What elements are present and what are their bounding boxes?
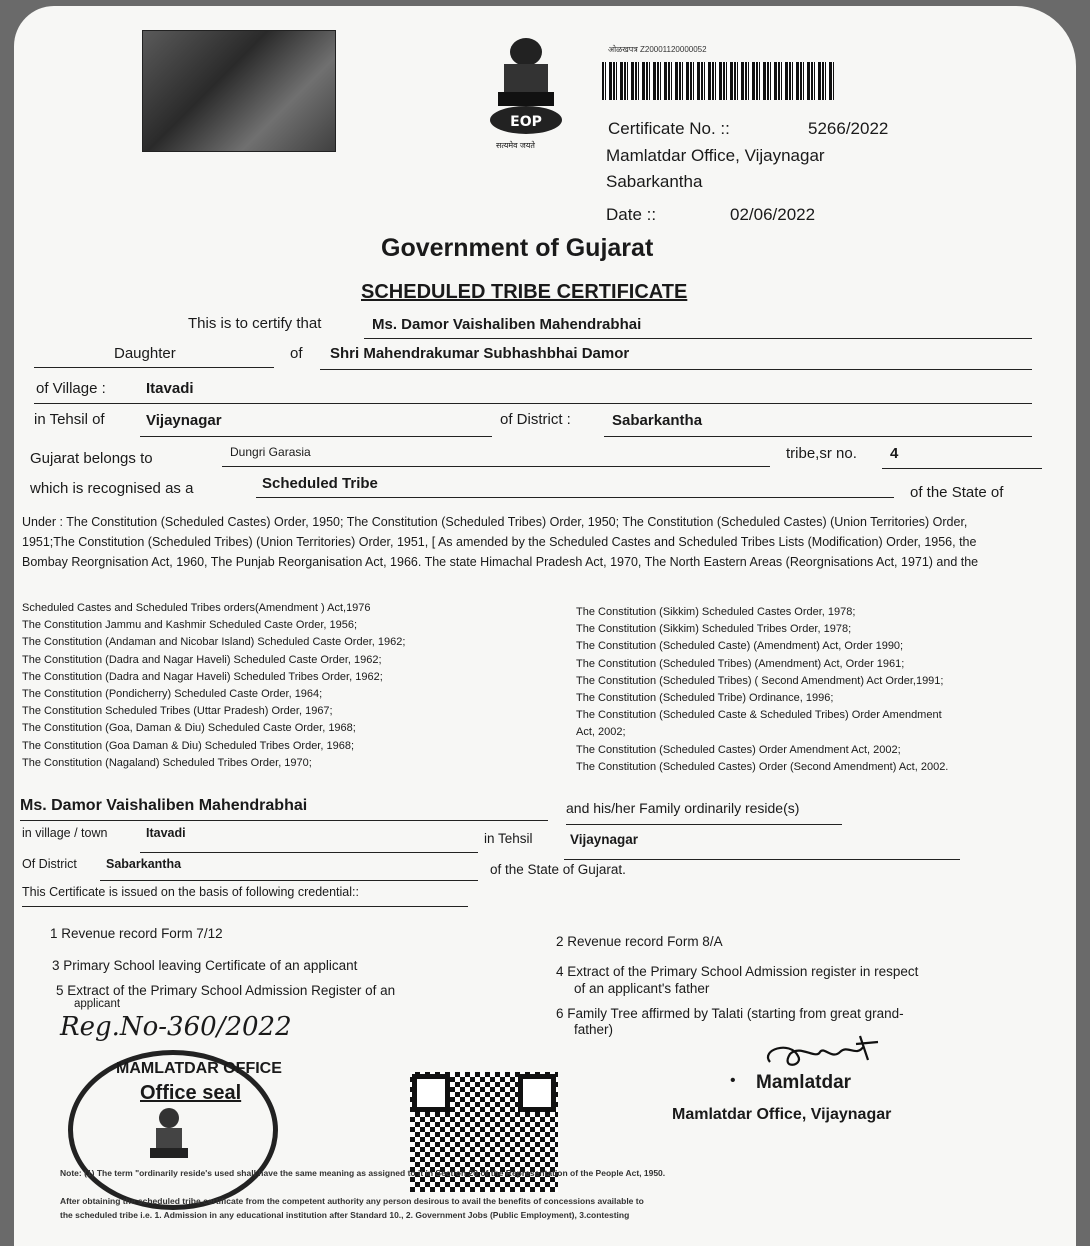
underline (364, 338, 1032, 339)
order-item: The Constitution (Scheduled Castes) Order Amendment Act, 2002; (576, 743, 901, 756)
underline (222, 466, 770, 467)
footer-line1: Note: (1) The term "ordinarily reside's used shall have the same meaning as assigned to it in Section 20 of the Representation of the People Act, 1950. (60, 1168, 666, 1178)
underline (34, 367, 274, 368)
village-label: of Village : (36, 380, 106, 397)
father-name: Shri Mahendrakumar Subhashbhai Damor (330, 345, 630, 362)
office-line1: Mamlatdar Office, Vijaynagar (606, 146, 825, 165)
res-district-value: Sabarkantha (106, 857, 182, 871)
footer-line3: the scheduled tribe i.e. 1. Admission in any educational institution after Standard 10., 2. Government Jobs (Public Employment), 3.contesting (60, 1210, 630, 1220)
credential-1: 1 Revenue record Form 7/12 (50, 926, 223, 941)
page-title: Government of Gujarat (381, 234, 654, 262)
belongs-label: Gujarat belongs to (30, 450, 153, 467)
credential-5b: applicant (74, 998, 121, 1010)
certify-label: This is to certify that (188, 315, 322, 332)
tribe-value: Dungri Garasia (230, 445, 311, 459)
orders-right-list (576, 604, 948, 776)
order-item: The Constitution (Scheduled Caste) (Amendment) Act, Order 1990; (576, 640, 904, 653)
credential-5a: 5 Extract of the Primary School Admission Register of an (56, 983, 396, 998)
order-item: The Constitution (Dadra and Nagar Haveli) Scheduled Tribes Order, 1962; (22, 670, 383, 683)
res-village-label: in village / town (22, 826, 108, 840)
res-tehsil-value: Vijaynagar (570, 832, 639, 847)
emblem-caption: सत्यमेव जयते (496, 141, 535, 150)
order-item: The Constitution (Goa Daman & Diu) Scheduled Tribes Order, 1968; (22, 739, 355, 752)
credential-6a: 6 Family Tree affirmed by Talati (starting from great grand- (556, 1006, 904, 1021)
district-value: Sabarkantha (612, 412, 703, 429)
order-item: The Constitution (Scheduled Castes) Order (Second Amendment) Act, 2002. (576, 760, 949, 773)
orders-left-list (22, 600, 405, 772)
tehsil-value: Vijaynagar (146, 412, 222, 429)
tribe-sr-label: tribe,sr no. (786, 445, 857, 462)
underline (34, 403, 1032, 404)
office-line2: Sabarkantha (606, 172, 703, 191)
under-paragraph: Under : The Constitution (Scheduled Castes) Order, 1950; The Constitution (Scheduled Tribes) Order, 1950; The Constitution (Scheduled Castes) (Union Territories) Order, 1951;The Constitution (Scheduled Tribes) (Union Territories) Order, 1951, [ As amended by the Scheduled Castes and Scheduled Tribes Lists (Modification) Order, 1956, the Bombay Reorgnisation Act, 1960, The Punjab Reorganisation Act, 1966. The state Himachal Pradesh Act, 1970, The North Eastern Areas (Reorgnisations Act, 1971) and the (22, 515, 979, 569)
signature-icon (760, 1030, 890, 1076)
tehsil-label: in Tehsil of (34, 411, 105, 428)
signatory-title: Mamlatdar (756, 1072, 852, 1093)
seal-emblem-icon (144, 1104, 194, 1164)
date-value: 02/06/2022 (730, 205, 816, 224)
relation: Daughter (114, 345, 176, 362)
order-item: The Constitution (Scheduled Tribe) Ordinance, 1996; (576, 692, 834, 705)
credential-2: 2 Revenue record Form 8/A (556, 934, 723, 949)
underline (320, 369, 1032, 370)
underline (882, 468, 1042, 469)
date-label: Date :: (606, 205, 657, 224)
underline (22, 906, 468, 907)
order-item: The Constitution (Scheduled Tribes) (Amendment) Act, Order 1961; (576, 657, 905, 670)
footer-line2: After obtaining the scheduled tribe certificate from the competent authority any person desirous to avail the benefits of concessions available to (60, 1196, 644, 1206)
signature-bullet: • (730, 1072, 736, 1089)
order-item: The Constitution (Scheduled Caste & Scheduled Tribes) Order Amendment (576, 709, 942, 722)
certificate-no: 5266/2022 (808, 119, 889, 138)
barcode (602, 62, 834, 100)
applicant-name: Ms. Damor Vaishaliben Mahendrabhai (372, 316, 642, 333)
recognised-value: Scheduled Tribe (262, 475, 378, 492)
barcode-number: ओळखपत्र Z20001120000052 (608, 45, 707, 54)
applicant-photo (142, 30, 336, 152)
underline (256, 497, 894, 498)
svg-text:EOP: EOP (510, 114, 542, 130)
underline (564, 859, 960, 860)
state-of-label: of the State of (910, 484, 1004, 501)
credential-3: 3 Primary School leaving Certificate of an applicant (52, 958, 358, 973)
tribe-sr-value: 4 (890, 445, 899, 462)
certificate-subtitle: SCHEDULED TRIBE CERTIFICATE (361, 281, 688, 303)
order-item: The Constitution (Scheduled Tribes) ( Second Amendment) Act Order,1991; (576, 674, 944, 687)
res-village-value: Itavadi (146, 826, 186, 840)
res-state-label: of the State of Gujarat. (490, 862, 626, 877)
underline (140, 436, 492, 437)
order-item: The Constitution (Nagaland) Scheduled Tribes Order, 1970; (22, 756, 312, 769)
underline (604, 436, 1032, 437)
reside-label: and his/her Family ordinarily reside(s) (566, 800, 800, 816)
issued-label: This Certificate is issued on the basis of following credential:: (22, 885, 359, 899)
order-item: The Constitution Scheduled Tribes (Uttar Pradesh) Order, 1967; (22, 705, 333, 718)
seal-label: Office seal (140, 1082, 242, 1104)
underline (140, 852, 478, 853)
underline (100, 880, 478, 881)
order-item: The Constitution (Goa, Daman & Diu) Scheduled Caste Order, 1968; (22, 722, 356, 735)
seal-text: MAMLATDAR OFFICE (116, 1060, 282, 1077)
of-label: of (290, 345, 303, 362)
credential-4a: 4 Extract of the Primary School Admission register in respect (556, 964, 919, 979)
order-item: The Constitution (Sikkim) Scheduled Castes Order, 1978; (576, 606, 856, 618)
recognised-label: which is recognised as a (30, 480, 194, 497)
signatory-office: Mamlatdar Office, Vijaynagar (672, 1106, 892, 1123)
certificate-no-label: Certificate No. :: (608, 119, 730, 138)
residence-name: Ms. Damor Vaishaliben Mahendrabhai (20, 797, 308, 814)
handwritten-reg-number: Reg.No-360/2022 (60, 1012, 292, 1042)
order-item: The Constitution (Pondicherry) Scheduled Caste Order, 1964; (22, 688, 323, 701)
credential-6b: father) (574, 1022, 614, 1037)
national-emblem-icon (478, 30, 574, 150)
district-label: of District : (500, 411, 571, 428)
village-value: Itavadi (146, 380, 194, 397)
underline (20, 820, 548, 821)
order-item: The Constitution (Andaman and Nicobar Island) Scheduled Caste Order, 1962; (22, 636, 406, 649)
order-item: The Constitution (Dadra and Nagar Haveli) Scheduled Caste Order, 1962; (22, 653, 382, 666)
order-item: The Constitution Jammu and Kashmir Scheduled Caste Order, 1956; (22, 619, 358, 632)
underline (566, 824, 842, 825)
order-item: Scheduled Castes and Scheduled Tribes orders(Amendment ) Act,1976 (22, 602, 371, 614)
res-tehsil-label: in Tehsil (484, 831, 533, 846)
credential-4b: of an applicant's father (574, 981, 710, 996)
order-item: Act, 2002; (576, 726, 626, 739)
res-district-label: Of District (22, 857, 77, 871)
order-item: The Constitution (Sikkim) Scheduled Tribes Order, 1978; (576, 623, 852, 636)
